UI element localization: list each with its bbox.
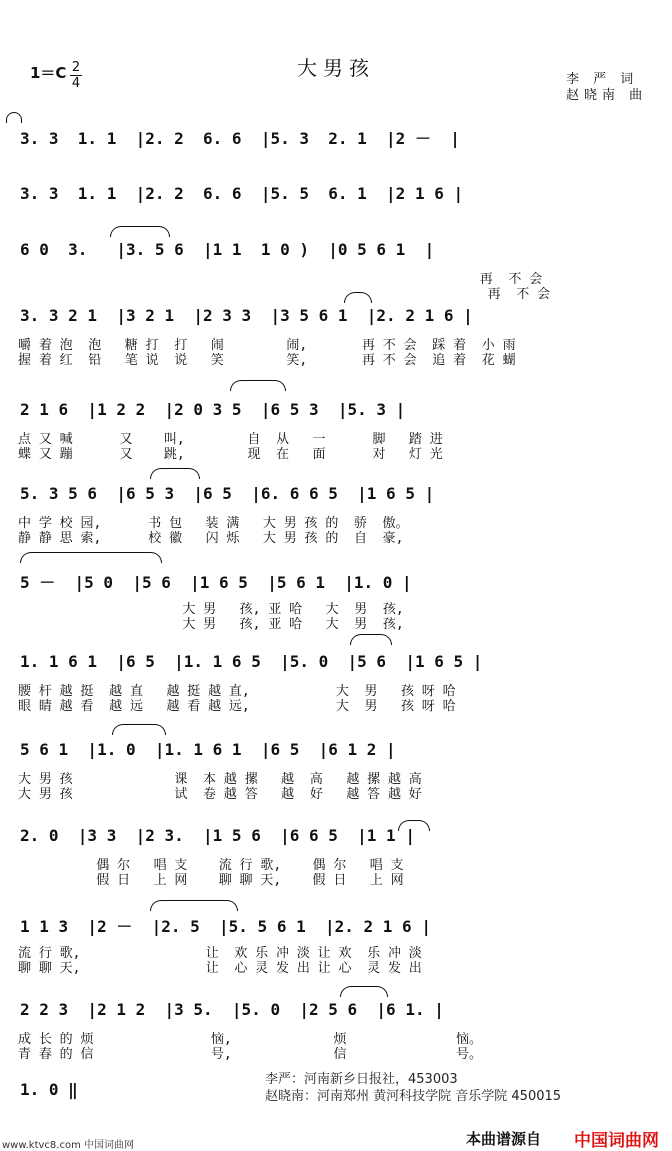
lyric-line-verse-1: 成 长 的 烦 恼, 烦 恼。	[18, 1032, 483, 1047]
notation-line	[12, 476, 662, 510]
key-signature: 1＝C	[30, 64, 67, 82]
notation-text: 2 1 6 |1 2 2 |2 0 3 5 |6 5 3 |5. 3 |	[20, 400, 406, 419]
notation-text: 3. 3 1. 1 |2. 2 6. 6 |5. 3 2. 1 |2 － |	[20, 129, 460, 148]
notation-line	[12, 818, 662, 852]
notation-text: 3. 3 2 1 |3 2 1 |2 3 3 |3 5 6 1 |2. 2 1 6 |	[20, 306, 473, 325]
lyric-line-verse-1: 大 男 孩 课 本 越 摞 越 高 越 摞 越 高	[18, 772, 422, 787]
notation-line	[12, 644, 662, 678]
slur-mark	[20, 552, 162, 563]
notation-text: 3. 3 1. 1 |2. 2 6. 6 |5. 5 6. 1 |2 1 6 |	[20, 184, 464, 203]
slur-mark	[6, 112, 22, 123]
website-watermark: www.ktvc8.com 中国词曲网	[2, 1140, 135, 1151]
lyric-line-verse-1: 点 又 喊 又 叫, 自 从 一 脚 踏 进	[18, 432, 443, 447]
lyric-line-verse-2: 假 日 上 网 聊 聊 天, 假 日 上 网	[18, 873, 404, 888]
lyric-line-verse-1: 大 男 孩, 亚 哈 大 男 孩,	[18, 602, 404, 617]
slur-mark	[150, 468, 200, 479]
page-title: 大男孩	[297, 56, 375, 80]
slur-mark	[350, 634, 392, 645]
lyric-line-verse-2: 蝶 又 蹦 又 跳, 现 在 面 对 灯 光	[18, 447, 443, 462]
slur-mark	[230, 380, 286, 391]
slur-mark	[340, 986, 388, 997]
notation-line	[12, 732, 662, 766]
lyric-line-verse-1: 再 不 会	[18, 272, 543, 287]
notation-line	[12, 562, 662, 596]
lyric-line-verse-2: 再 不 会	[18, 287, 551, 302]
notation-text: 6 0 3. |3. 5 6 |1 1 1 0 ) |0 5 6 1 |	[20, 240, 435, 259]
source-label: 本曲谱源自	[466, 1130, 542, 1148]
slur-mark	[398, 820, 430, 831]
notation-line	[12, 906, 662, 940]
lyricist-credit: 李 严 词	[566, 72, 639, 87]
notation-text: 5 6 1 |1. 0 |1. 1 6 1 |6 5 |6 1 2 |	[20, 740, 396, 759]
address-lyricist: 李严：河南新乡日报社，453003	[265, 1072, 458, 1087]
lyric-line-verse-2: 大 男 孩 试 卷 越 答 越 好 越 答 越 好	[18, 787, 422, 802]
composer-credit: 赵晓南 曲	[566, 88, 648, 103]
notation-text: 2 2 3 |2 1 2 |3 5. |5. 0 |2 5 6 |6 1. |	[20, 1000, 444, 1019]
notation-line	[12, 118, 662, 152]
lyric-line-verse-1: 中 学 校 园, 书 包 装 满 大 男 孩 的 骄 傲。	[18, 516, 409, 531]
notation-line	[12, 992, 662, 1026]
notation-text: 1 1 3 |2 － |2. 5 |5. 5 6 1 |2. 2 1 6 |	[20, 917, 431, 936]
notation-text: 5 － |5 0 |5 6 |1 6 5 |5 6 1 |1. 0 |	[20, 573, 412, 592]
notation-text: 5. 3 5 6 |6 5 3 |6 5 |6. 6 6 5 |1 6 5 |	[20, 484, 435, 503]
notation-line	[12, 298, 662, 332]
notation-text: 1. 1 6 1 |6 5 |1. 1 6 5 |5. 0 |5 6 |1 6 5 |	[20, 652, 483, 671]
lyric-line-verse-1: 偶 尔 唱 支 流 行 歌, 偶 尔 唱 支	[18, 858, 404, 873]
lyric-line-verse-2: 眼 睛 越 看 越 远 越 看 越 远, 大 男 孩 呀 哈	[18, 699, 456, 714]
slur-mark	[110, 226, 170, 237]
time-signature-bottom: 4	[71, 76, 81, 91]
lyric-line-verse-2: 聊 聊 天, 让 心 灵 发 出 让 心 灵 发 出	[18, 961, 422, 976]
lyric-line-verse-1: 腰 杆 越 挺 越 直 越 挺 越 直, 大 男 孩 呀 哈	[18, 684, 456, 699]
time-signature	[70, 60, 82, 91]
notation-line	[12, 232, 662, 266]
slur-mark	[150, 900, 238, 911]
address-composer: 赵晓南：河南郑州 黄河科技学院 音乐学院 450015	[265, 1089, 562, 1104]
time-signature-top: 2	[71, 60, 81, 75]
lyric-line-verse-2: 大 男 孩, 亚 哈 大 男 孩,	[18, 617, 404, 632]
lyric-line-verse-2: 静 静 思 索, 校 徽 闪 烁 大 男 孩 的 自 豪,	[18, 531, 404, 546]
lyric-line-verse-1: 嚼 着 泡 泡 糖 打 打 闹 闹, 再 不 会 踩 着 小 雨	[18, 338, 516, 353]
lyric-line-verse-2: 握 着 红 铅 笔 说 说 笑 笑, 再 不 会 追 着 花 蝴	[18, 353, 516, 368]
brand-logo-text: 中国词曲网	[574, 1131, 659, 1151]
notation-text: 1. 0 ‖	[20, 1080, 78, 1099]
lyric-line-verse-1: 流 行 歌, 让 欢 乐 冲 淡 让 欢 乐 冲 淡	[18, 946, 422, 961]
lyric-line-verse-2: 青 春 的 信 号, 信 号。	[18, 1047, 483, 1062]
notation-line	[12, 392, 662, 426]
notation-text: 2. 0 |3 3 |2 3. |1 5 6 |6 6 5 |1 1 |	[20, 826, 415, 845]
slur-mark	[112, 724, 166, 735]
notation-line	[12, 176, 662, 210]
slur-mark	[344, 292, 372, 303]
